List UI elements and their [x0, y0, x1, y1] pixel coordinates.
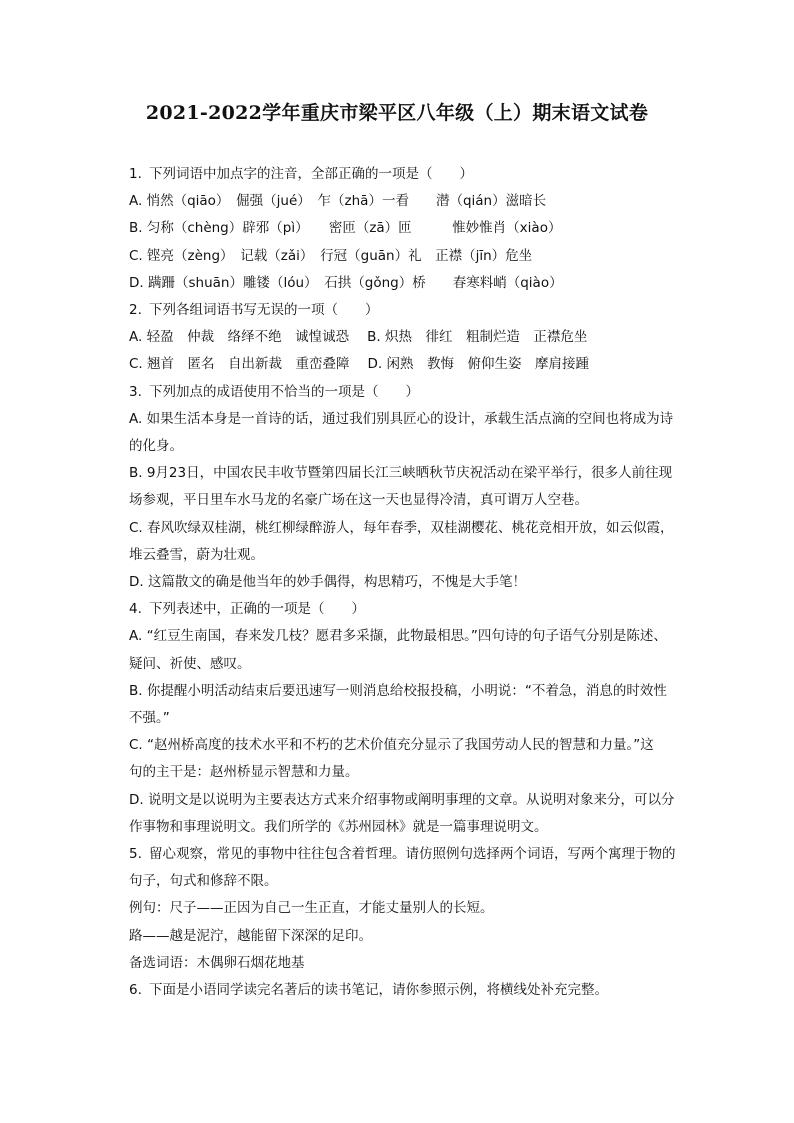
question-number: 2. — [129, 302, 142, 319]
candidate-words: 备选词语：木偶卵石烟花地基 — [129, 954, 305, 971]
question-number: 6. — [129, 982, 142, 999]
option-a-cont: 疑问、祈使、感叹。 — [129, 655, 251, 672]
exam-content — [129, 161, 674, 1004]
example-sentence-2: 路——越是泥泞，越能留下深深的足印。 — [129, 927, 372, 944]
option-b: B. 炽热 徘红 粗制烂造 正襟危坐 — [367, 329, 588, 346]
question-number: 5. — [129, 846, 142, 863]
option-c: C. “赵州桥高度的技术水平和不朽的艺术价值充分显示了我国劳动人民的智慧和力量。”这 — [129, 737, 654, 754]
option-a: A. “红豆生南国，春来发几枝？愿君多采撷，此物最相思。”四句诗的句子语气分别是陈述、 — [129, 628, 667, 645]
option-row — [129, 324, 674, 351]
question-stem: 下列词语中加点字的注音，全部正确的一项是（ ） — [149, 166, 473, 182]
option-a: A. 悄然（qiāo） 倔强（jué） 乍（zhā）一看 潜（qián）滋暗长 — [129, 193, 547, 210]
option-c: C. 铿亮（zèng） 记载（zǎi） 行冠（guān）礼 正襟（jīn）危坐 — [129, 247, 533, 264]
question-3 — [129, 379, 674, 406]
option-d: D. 闲熟 教悔 俯仰生姿 摩肩接踵 — [367, 356, 589, 373]
option-a: A. 轻盈 仲裁 络绎不绝 诚惶诚恐 — [129, 329, 350, 346]
question-6 — [129, 977, 674, 1004]
option-c-cont: 堆云叠雪，蔚为壮观。 — [129, 546, 264, 563]
option-b: B. 你提醒小明活动结束后要迅速写一则消息给校报投稿，小明说：“不着急，消息的时效性 — [129, 682, 667, 699]
option-b-cont: 不强。” — [129, 710, 170, 727]
question-number: 3. — [129, 383, 142, 400]
question-1 — [129, 161, 674, 188]
option-row — [129, 351, 674, 378]
option-d: D. 蹒跚（shuān）雕镂（lóu） 石拱（gǒng）桥 春寒料峭（qiào） — [129, 274, 563, 291]
question-number: 4. — [129, 601, 142, 618]
option-d: D. 说明文是以说明为主要表达方式来介绍事物或阐明事理的文章。从说明对象来分，可以分 — [129, 791, 674, 808]
question-4 — [129, 596, 674, 623]
question-stem: 下列各组词语书写无误的一项（ ） — [149, 302, 379, 319]
question-stem: 下列加点的成语使用不恰当的一项是（ ） — [149, 383, 419, 400]
question-stem: 留心观察，常见的事物中往往包含着哲理。请仿照例句选择两个词语，写两个寓理于物的 — [149, 846, 676, 863]
option-b-cont: 场参观，平日里车水马龙的名豪广场在这一天也显得冷清，真可谓万人空巷。 — [129, 492, 588, 509]
question-stem: 下面是小语同学读完名著后的读书笔记，请你参照示例，将横线处补充完整。 — [149, 982, 608, 999]
question-5 — [129, 841, 674, 868]
option-a-cont: 的化身。 — [129, 438, 183, 455]
option-c-cont: 句的主干是：赵州桥显示智慧和力量。 — [129, 764, 359, 781]
option-d: D. 这篇散文的确是他当年的妙手偶得，构思精巧，不愧是大手笔！ — [129, 574, 526, 591]
question-stem: 下列表述中，正确的一项是（ ） — [149, 601, 365, 618]
option-c: C. 翘首 匿名 自出新裁 重峦叠障 — [129, 356, 350, 373]
option-b: B. 匀称（chèng）辟邪（pì） 密匝（zā）匝 惟妙惟肖（xiào） — [129, 220, 562, 237]
question-stem-cont: 句子，句式和修辞不限。 — [129, 873, 278, 890]
question-number: 1. — [129, 166, 142, 182]
option-b: B. 9月23日，中国农民丰收节暨第四届长江三峡晒秋节庆祝活动在梁平举行，很多人前往现 — [129, 465, 673, 482]
page-title: 2021-2022学年重庆市梁平区八年级（上）期末语文试卷 — [145, 102, 649, 124]
option-d-cont: 作事物和事理说明文。我们所学的《苏州园林》就是一篇事理说明文。 — [129, 818, 548, 835]
example-sentence: 例句：尺子——正因为自己一生正直，才能丈量别人的长短。 — [129, 900, 494, 917]
option-c: C. 春风吹绿双桂湖，桃红柳绿醉游人，每年春季，双桂湖樱花、桃花竞相开放，如云似霞， — [129, 519, 674, 536]
question-2 — [129, 297, 674, 324]
option-a: A. 如果生活本身是一首诗的话，通过我们别具匠心的设计，承载生活点滴的空间也将成为诗 — [129, 410, 674, 427]
